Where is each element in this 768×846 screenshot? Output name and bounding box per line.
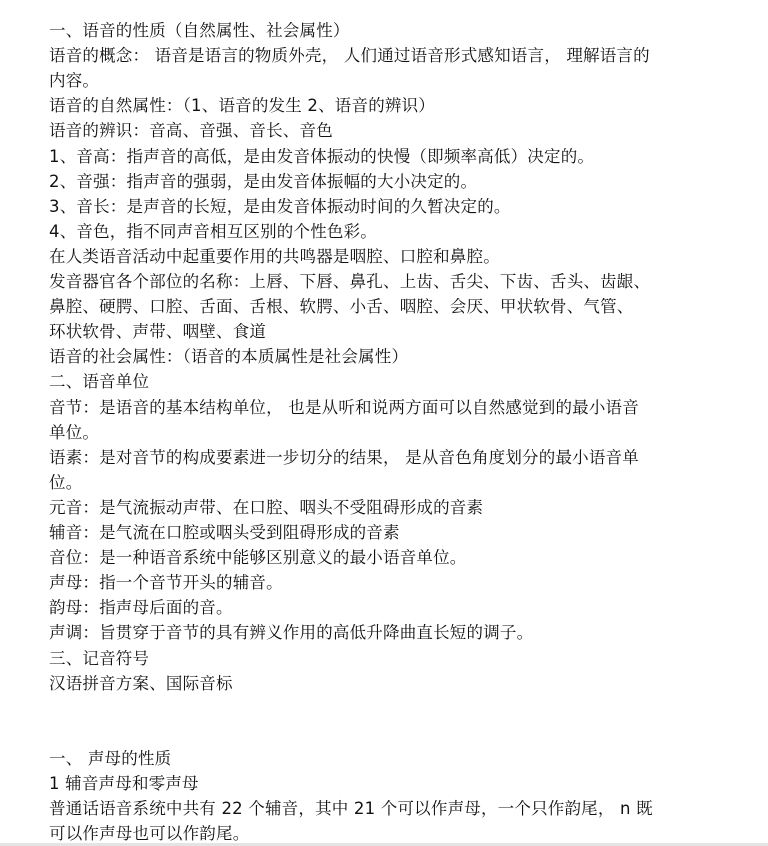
paragraph-line: 环状软骨、声带、咽壁、食道 (49, 322, 267, 341)
paragraph-line: 内容。 (49, 71, 100, 90)
paragraph-line: 音位：是一种语音系统中能够区别意义的最小语音单位。 (49, 548, 467, 567)
paragraph-line: 鼻腔、硬腭、口腔、舌面、舌根、软腭、小舌、咽腔、会厌、甲状软骨、气管、 (49, 297, 634, 316)
section-heading-3: 三、记音符号 (49, 649, 150, 668)
paragraph-line: 韵母：指声母后面的音。 (49, 598, 233, 617)
paragraph-line: 普通话语音系统中共有 22 个辅音，其中 21 个可以作声母，一个只作韵尾， n 既 (49, 799, 653, 818)
paragraph-line: 发音器官各个部位的名称：上唇、下唇、鼻孔、上齿、舌尖、下齿、舌头、齿龈、 (49, 272, 651, 291)
paragraph-line: 可以作声母也可以作韵尾。 (49, 824, 250, 843)
list-item: 4、音色，指不同声音相互区别的个性色彩。 (49, 222, 377, 241)
section-heading-2: 二、语音单位 (49, 372, 150, 391)
paragraph-line: 声调：旨贯穿于音节的具有辨义作用的高低升降曲直长短的调子。 (49, 623, 534, 642)
paragraph-line: 语素：是对音节的构成要素进一步切分的结果， 是从音色角度划分的最小语音单 (49, 448, 639, 467)
list-item: 1、音高：指声音的高低，是由发音体振动的快慢（即频率高低）决定的。 (49, 147, 595, 166)
paragraph-line: 音节：是语音的基本结构单位， 也是从听和说两方面可以自然感觉到的最小语音 (49, 398, 639, 417)
section-heading-1: 一、语音的性质（自然属性、社会属性） (49, 21, 350, 40)
paragraph-line: 语音的辨识：音高、音强、音长、音色 (49, 121, 333, 140)
paragraph-line: 语音的自然属性：（1、语音的发生 2、语音的辨识） (49, 96, 435, 115)
paragraph-line: 位。 (49, 473, 83, 492)
paragraph-line: 汉语拼音方案、国际音标 (49, 674, 233, 693)
paragraph-line: 声母：指一个音节开头的辅音。 (49, 573, 283, 592)
paragraph-line: 元音：是气流振动声带、在口腔、咽头不受阻碍形成的音素 (49, 498, 484, 517)
paragraph-line: 语音的概念： 语音是语言的物质外壳， 人们通过语音形式感知语言， 理解语言的 (49, 46, 650, 65)
subsection-heading: 1 辅音声母和零声母 (49, 774, 199, 793)
list-item: 3、音长：是声音的长短，是由发音体振动时间的久暂决定的。 (49, 197, 511, 216)
paragraph-line: 在人类语音活动中起重要作用的共鸣器是咽腔、口腔和鼻腔。 (49, 247, 500, 266)
paragraph-line: 单位。 (49, 423, 100, 442)
paragraph-line: 辅音：是气流在口腔或咽头受到阻碍形成的音素 (49, 523, 400, 542)
section-heading-4: 一、 声母的性质 (49, 749, 172, 768)
paragraph-line: 语音的社会属性：（语音的本质属性是社会属性） (49, 347, 409, 366)
list-item: 2、音强：指声音的强弱，是由发音体振幅的大小决定的。 (49, 172, 478, 191)
